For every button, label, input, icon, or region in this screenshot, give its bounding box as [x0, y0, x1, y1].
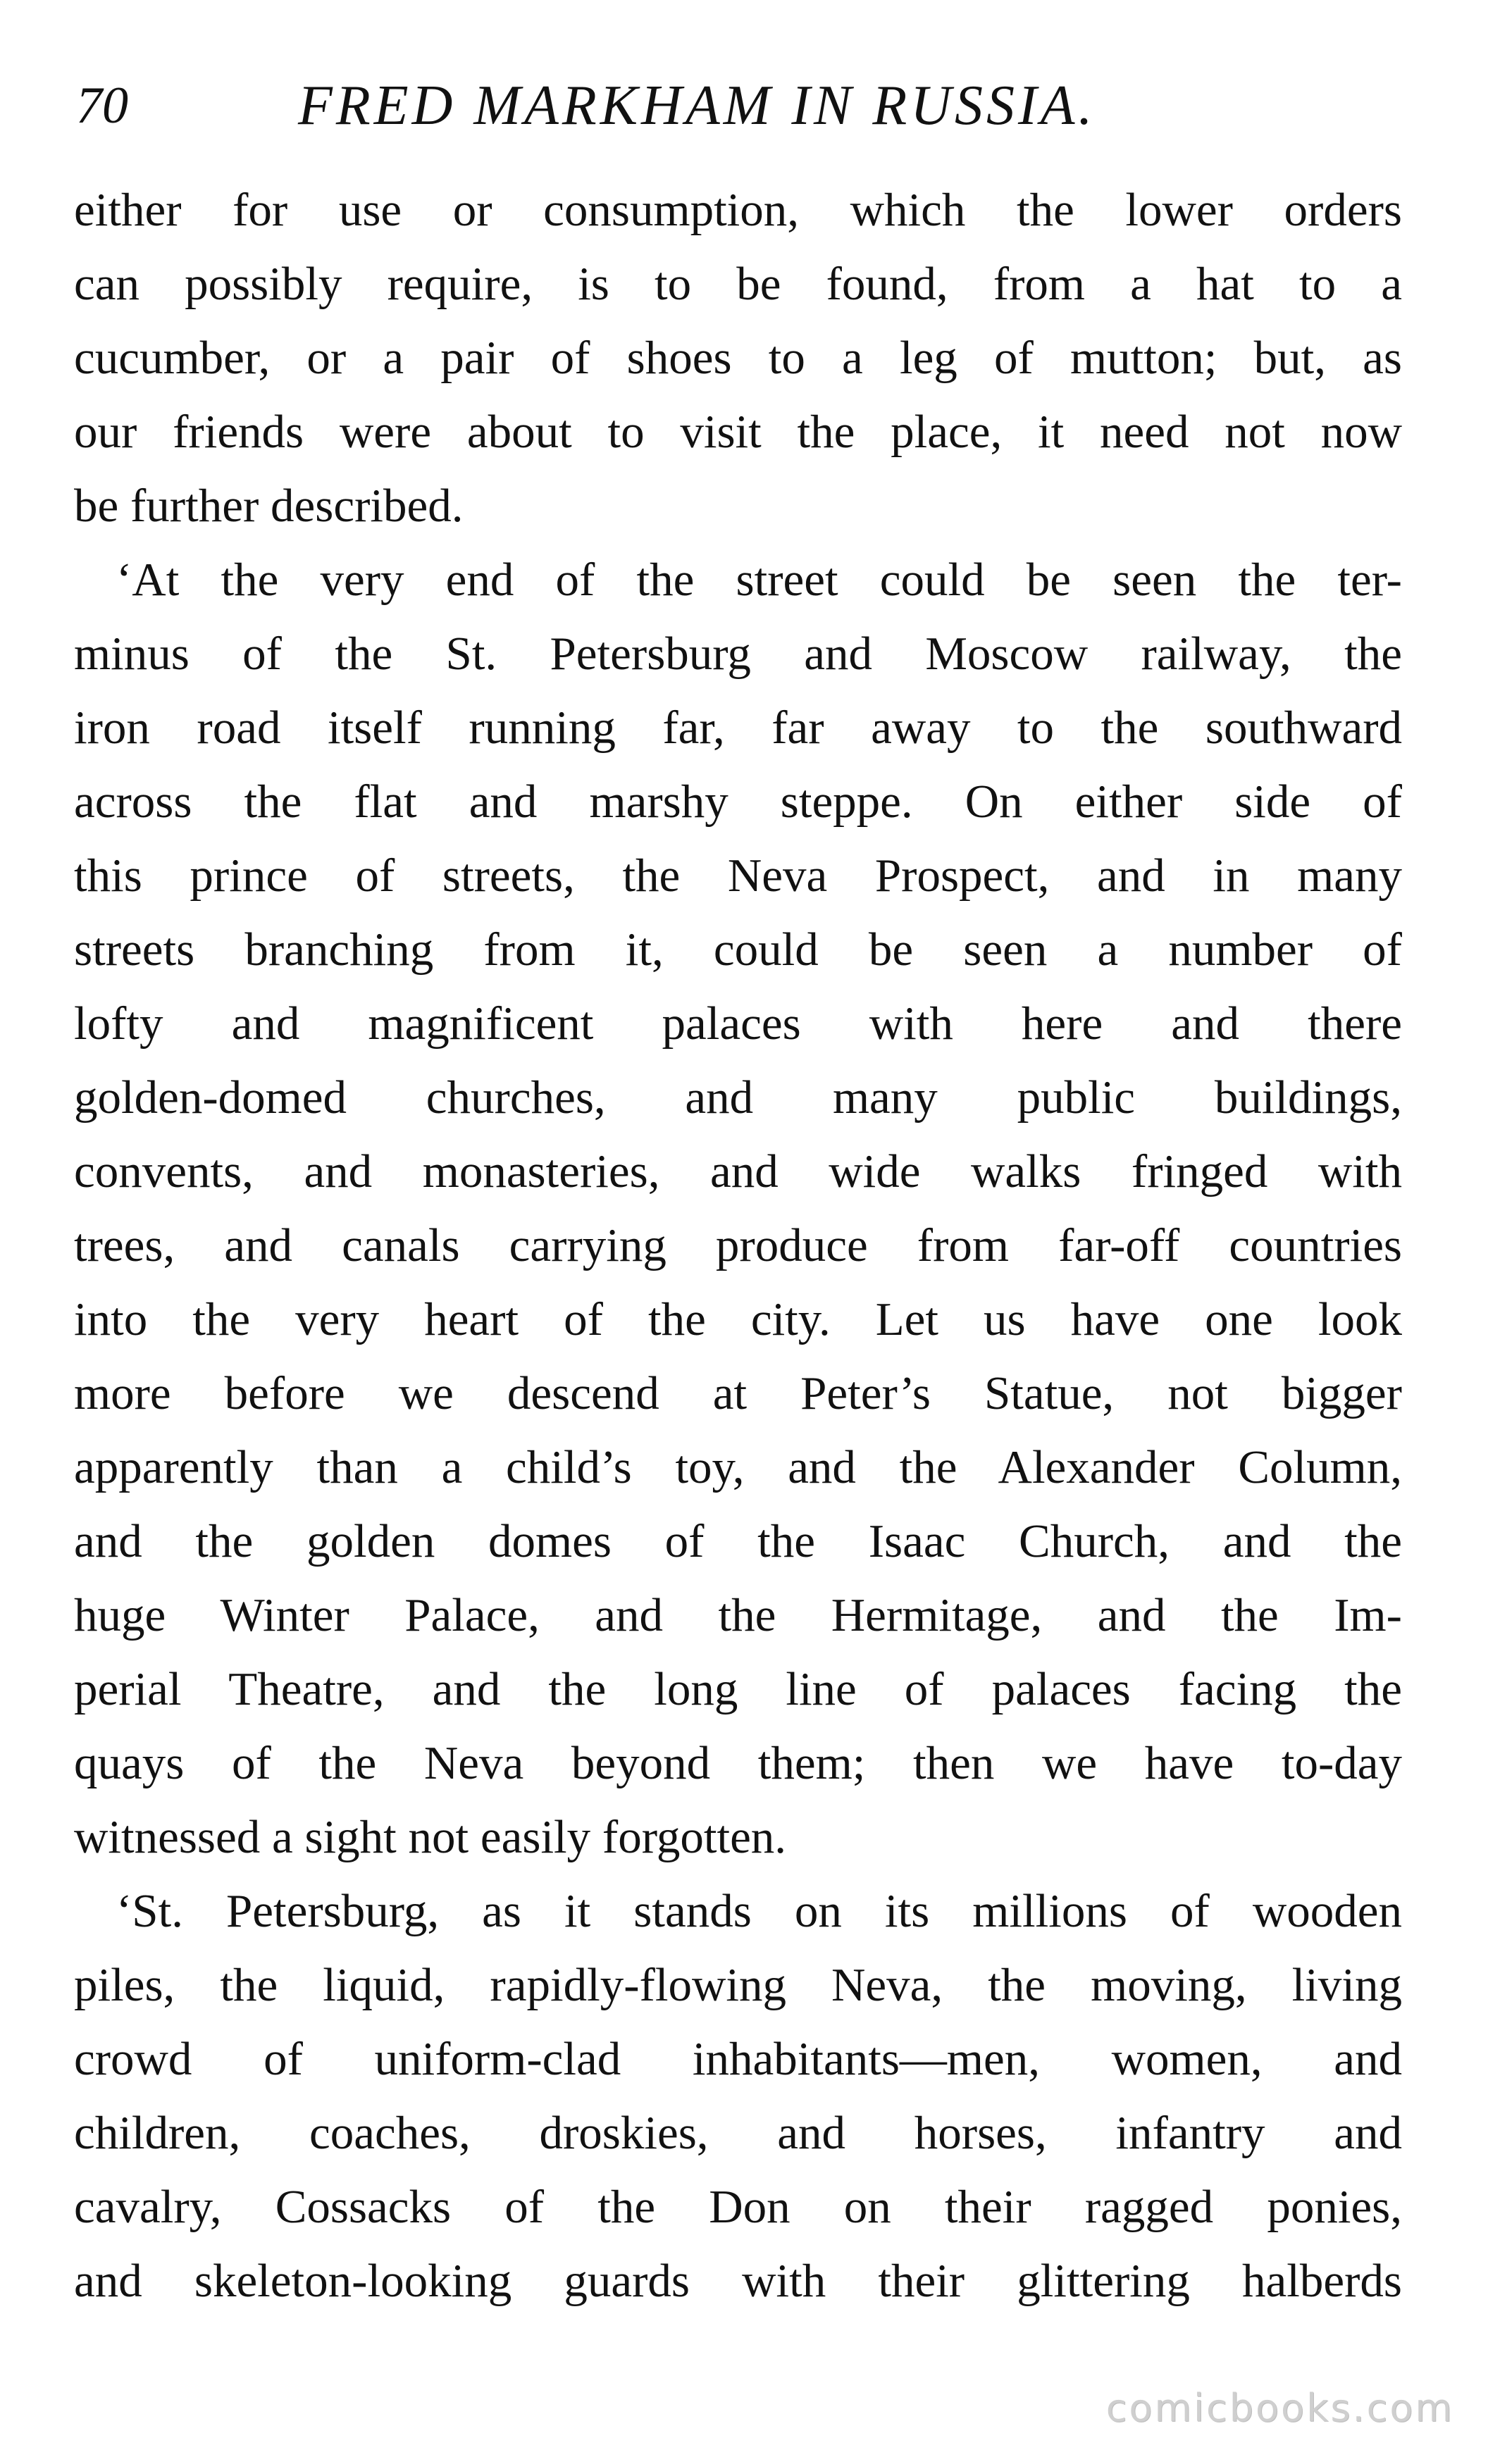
text-line: perial Theatre, and the long line of palaces facing the: [74, 1663, 1402, 1715]
text-line: apparently than a child’s toy, and the Alexander Column,: [74, 1441, 1402, 1493]
text-line: golden-domed churches, and many public buildings,: [74, 1071, 1402, 1124]
text-line: crowd of uniform-clad inhabitants—men, women, and: [74, 2033, 1402, 2085]
text-line: can possibly require, is to be found, from a hat to a: [74, 258, 1402, 310]
text-line: children, coaches, droskies, and horses, infantry and: [74, 2107, 1402, 2159]
paragraph: [74, 543, 1402, 1874]
page-header: [76, 56, 1415, 141]
text-line: quays of the Neva beyond them; then we have to-day: [74, 1737, 1402, 1789]
text-line: more before we descend at Peter’s Statue, not bigger: [74, 1367, 1402, 1419]
paragraph: [74, 1874, 1402, 2318]
text-line: ‘St. Petersburg, as it stands on its millions of wooden: [116, 1885, 1402, 1937]
text-line: piles, the liquid, rapidly-flowing Neva, the moving, living: [74, 1959, 1402, 2011]
page-number: 70: [76, 77, 128, 135]
watermark: comicbooks.com: [1105, 2386, 1454, 2430]
text-line: huge Winter Palace, and the Hermitage, and the Im-: [74, 1589, 1402, 1641]
text-line: either for use or consumption, which the lower orders: [74, 184, 1402, 236]
text-line: across the flat and marshy steppe. On either side of: [74, 776, 1402, 828]
text-line: ‘At the very end of the street could be seen the ter-: [116, 554, 1402, 606]
text-line: trees, and canals carrying produce from far-off countries: [74, 1219, 1402, 1271]
text-line: into the very heart of the city. Let us have one look: [74, 1293, 1402, 1345]
text-line: and the golden domes of the Isaac Church, and the: [74, 1515, 1402, 1567]
text-line: witnessed a sight not easily forgotten.: [74, 1811, 787, 1863]
text-line: this prince of streets, the Neva Prospect, and in many: [74, 850, 1402, 902]
text-line: lofty and magnificent palaces with here and there: [74, 997, 1402, 1050]
text-line: iron road itself running far, far away to the southward: [74, 702, 1402, 754]
body-text: [74, 173, 1402, 2318]
text-line: cucumber, or a pair of shoes to a leg of mutton; but, as: [74, 332, 1402, 384]
text-line: and skeleton-looking guards with their glittering halberds: [74, 2255, 1402, 2307]
running-title: FRED MARKHAM IN RUSSIA.: [298, 75, 1096, 137]
text-line: convents, and monasteries, and wide walks fringed with: [74, 1145, 1402, 1197]
text-line: streets branching from it, could be seen a number of: [74, 923, 1402, 976]
text-line: minus of the St. Petersburg and Moscow railway, the: [74, 628, 1402, 680]
paragraph: [74, 173, 1402, 543]
text-line: our friends were about to visit the place, it need not now: [74, 406, 1402, 458]
text-line: cavalry, Cossacks of the Don on their ragged ponies,: [74, 2181, 1402, 2233]
text-line: be further described.: [74, 480, 464, 532]
